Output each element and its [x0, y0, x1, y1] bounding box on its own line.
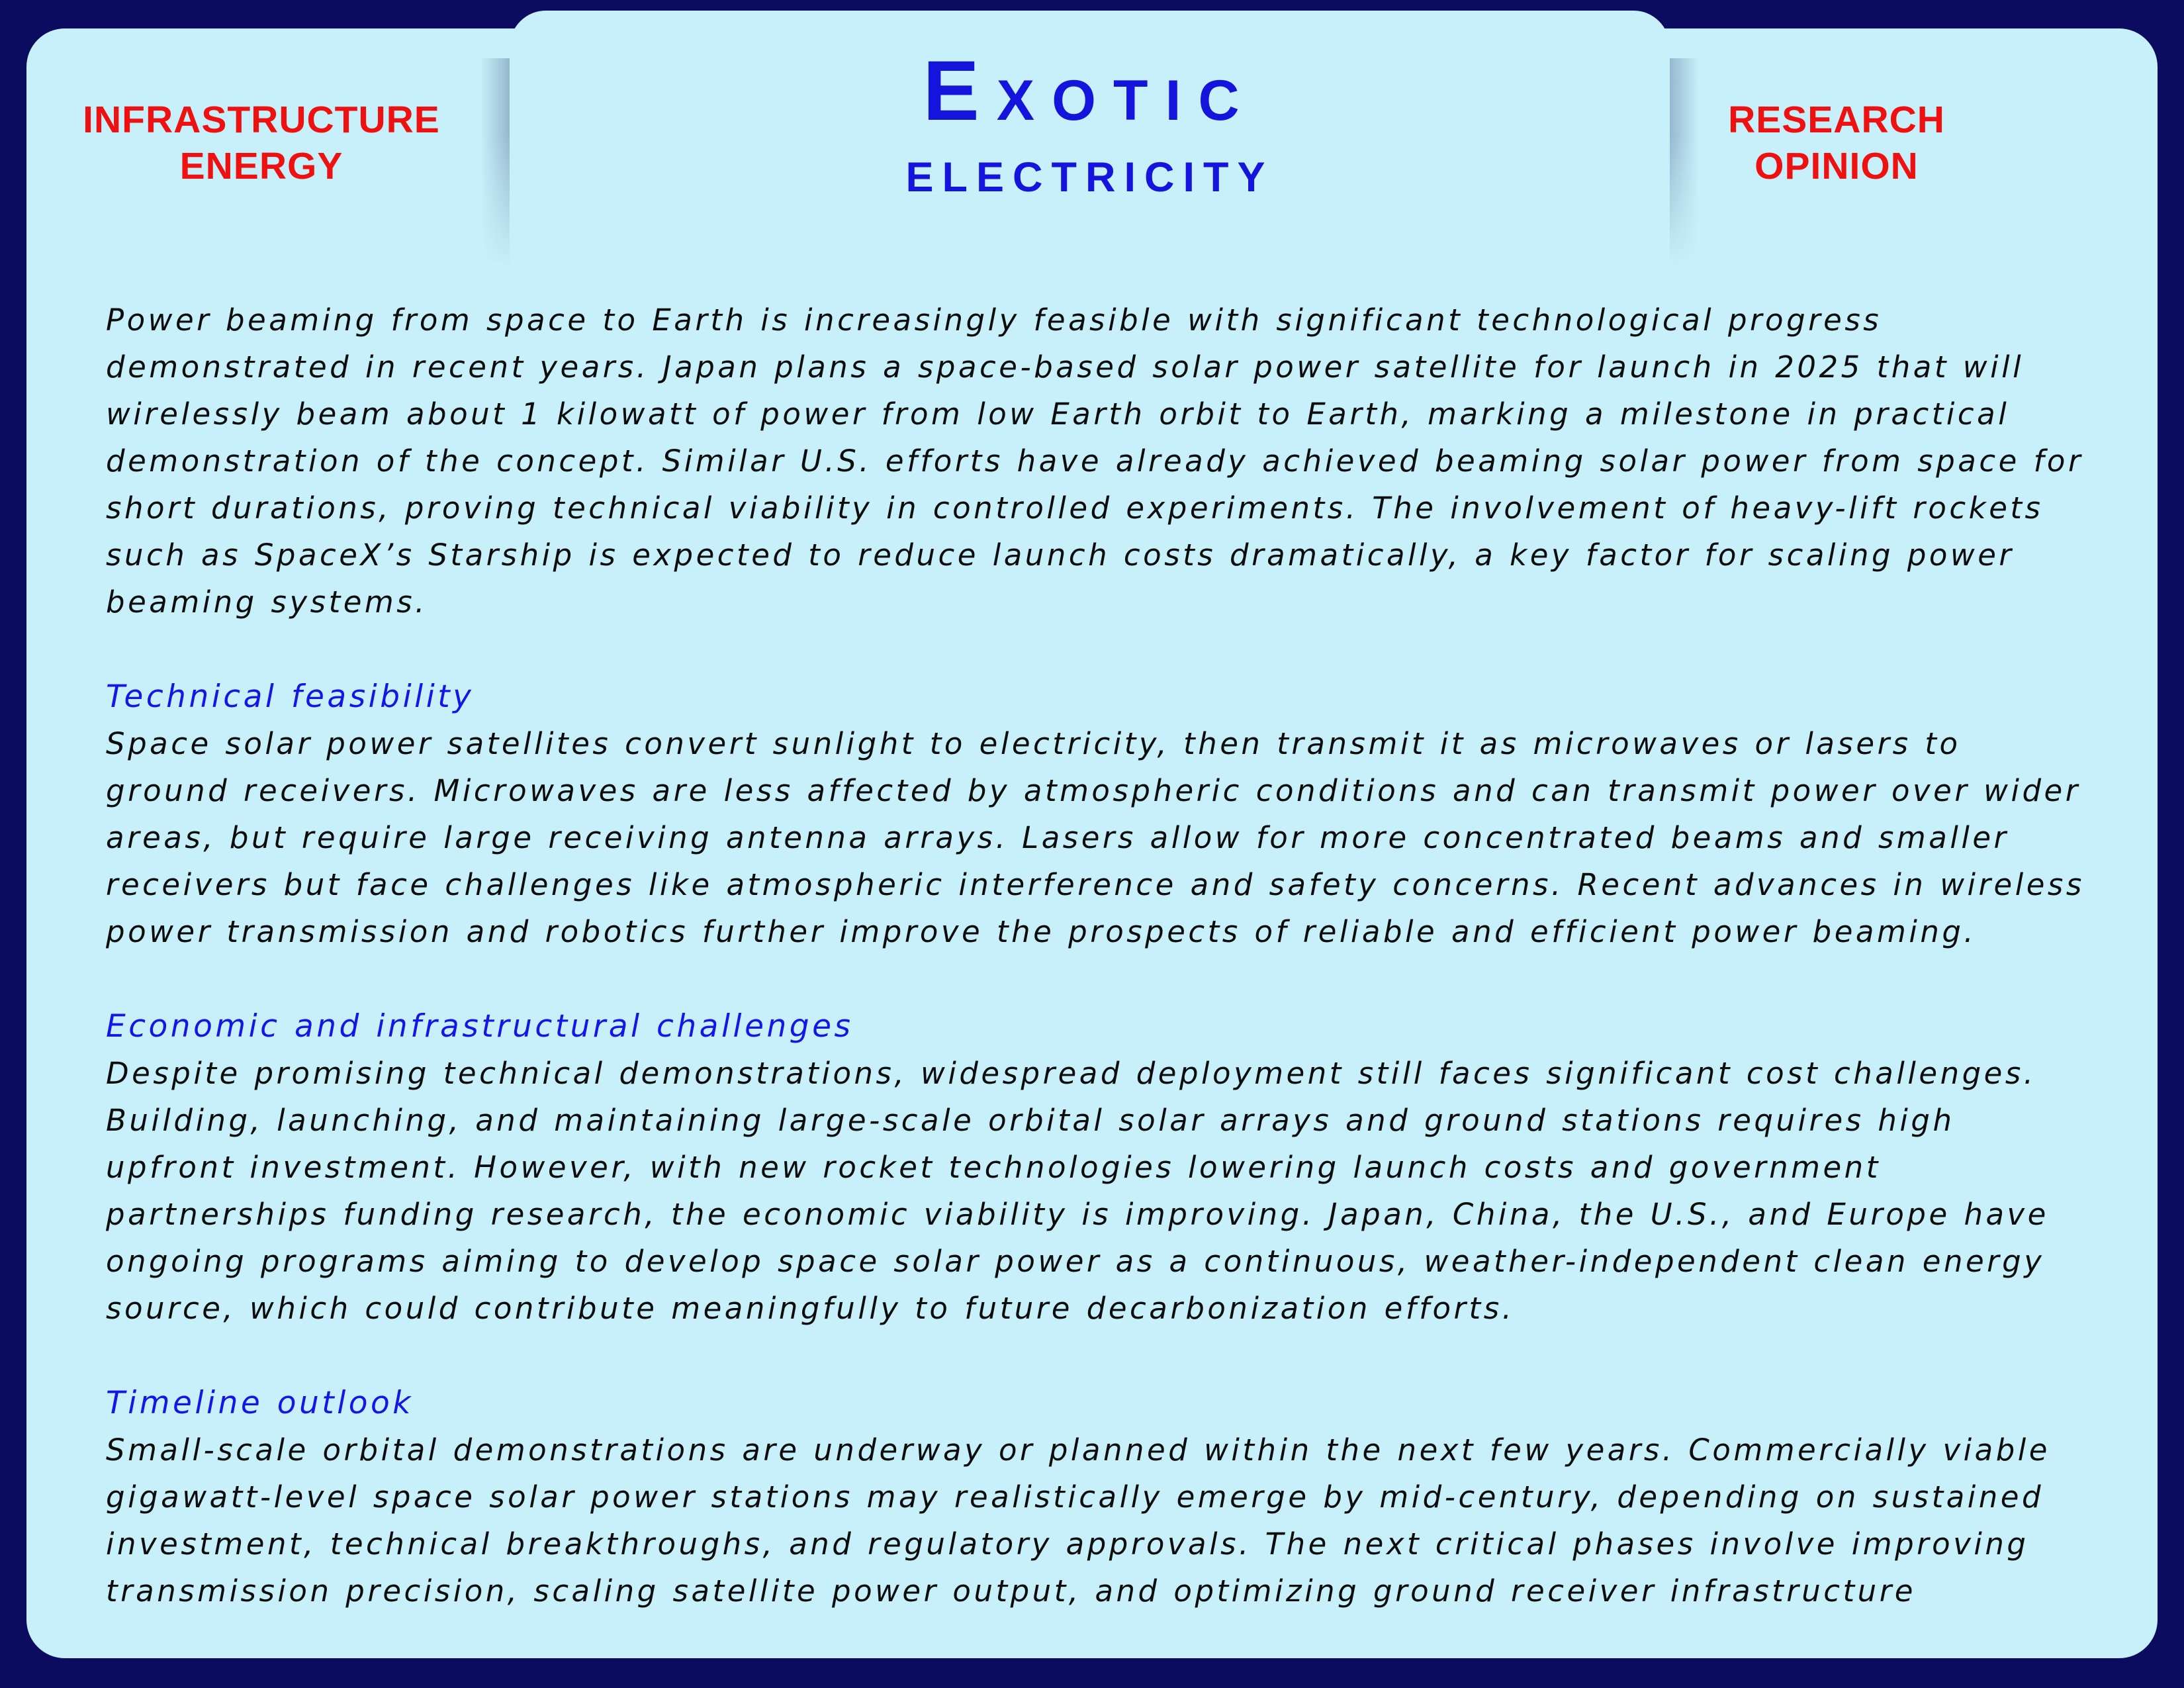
nav-right-line2: OPINION — [1754, 145, 1919, 187]
intro-paragraph: Power beaming from space to Earth is increasingly feasible with significant technological progress demonstrated in recent years. Japan plans a space-based solar power satellite for launch in 2025 that will wirelessly beam about 1 kilowatt of power from low Earth orbit to Earth, marking a milestone in practical demonstration of the concept. Similar U.S. efforts have already achieved beaming solar power from space for short durations, proving technical viability in controlled experiments. The involvement of heavy-lift rockets such as SpaceX’s Starship is expected to reduce launch costs dramatically, a key factor for scaling power beaming systems. — [106, 303, 2083, 620]
nav-infrastructure-energy[interactable] — [76, 97, 447, 189]
nav-research-opinion[interactable] — [1651, 97, 2022, 189]
section-paragraph-technical-feasibility: Space solar power satellites convert sunlight to electricity, then transmit it as microwaves or lasers to ground receivers. Microwaves are less affected by atmospheric conditions and can transmit power over wider areas, but require large receiving antenna arrays. Lasers allow for more concentrated beams and smaller receivers but face challenges like atmospheric interference and safety concerns. Recent advances in wireless power transmission and robotics further improve the prospects of reliable and efficient power beaming. — [106, 726, 2085, 949]
page-subtitle: ELECTRICITY — [905, 154, 1274, 201]
section-heading-timeline-outlook: Timeline outlook — [106, 1385, 414, 1421]
section-heading-economic-challenges: Economic and infrastructural challenges — [106, 1008, 854, 1045]
nav-left-line1: INFRASTRUCTURE — [83, 99, 440, 141]
tab-shadow-left — [480, 58, 511, 277]
section-paragraph-timeline-outlook: Small-scale orbital demonstrations are underway or planned within the next few years. Commercially viable gigawatt-level space solar power stations may realistically emerge by mid-century, depending on sustained investment, technical breakthroughs, and regulatory approvals. The next critical phases involve improving transmission precision, scaling satellite power output, and optimizing ground receiver infrastructure — [106, 1432, 2050, 1609]
page-title: EXOTIC — [923, 44, 1257, 138]
section-heading-technical-feasibility: Technical feasibility — [106, 679, 475, 715]
center-tab — [510, 11, 1670, 262]
section-paragraph-economic-challenges: Despite promising technical demonstrations, widespread deployment still faces significant cost challenges. Building, launching, and maintaining large-scale orbital solar arrays and ground stations requires high upfront investment. However, with new rocket technologies lowering launch costs and government partnerships funding research, the economic viability is improving. Japan, China, the U.S., and Europe have ongoing programs aiming to develop space solar power as a continuous, weather-independent clean energy source, which could contribute meaningfully to future decarbonization efforts. — [106, 1056, 2049, 1326]
nav-right-line1: RESEARCH — [1728, 99, 1945, 141]
article — [106, 297, 2098, 1615]
nav-left-line2: ENERGY — [179, 145, 343, 187]
